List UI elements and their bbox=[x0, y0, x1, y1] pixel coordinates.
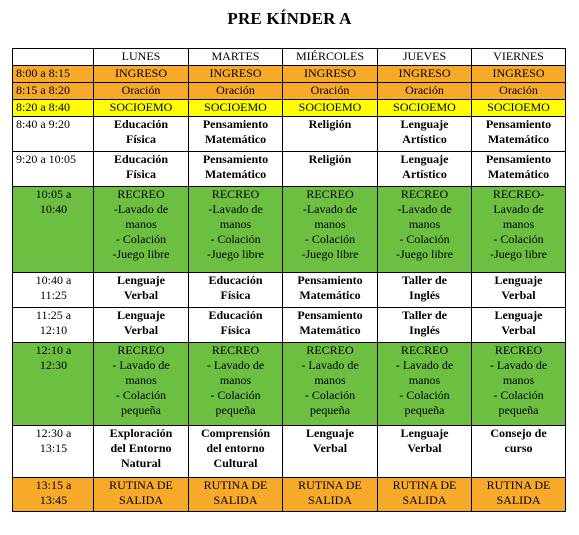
cell-line: Religión bbox=[308, 152, 352, 166]
cell-line: 11:25 a bbox=[35, 308, 72, 322]
activity-cell bbox=[472, 83, 566, 100]
cell-line: Artístico bbox=[402, 132, 447, 146]
cell-line: Religión bbox=[308, 117, 352, 131]
cell-line: - Lavado de bbox=[206, 358, 265, 372]
cell-line: INGRESO bbox=[492, 66, 545, 80]
cell-line: Exploración bbox=[109, 426, 173, 440]
cell-line: Pensamiento bbox=[202, 152, 269, 166]
cell-line: Taller de bbox=[401, 308, 447, 322]
cell-line: - Colación bbox=[399, 232, 450, 246]
activity-cell bbox=[189, 152, 283, 187]
activity-cell bbox=[189, 343, 283, 426]
cell-line: - Colación bbox=[210, 388, 261, 402]
activity-cell bbox=[378, 273, 472, 308]
activity-cell bbox=[94, 117, 189, 152]
activity-cell bbox=[189, 100, 283, 117]
time-slot bbox=[13, 117, 94, 152]
activity-cell bbox=[94, 100, 189, 117]
schedule-row bbox=[13, 187, 566, 273]
activity-cell bbox=[378, 343, 472, 426]
cell-line: Matemático bbox=[487, 132, 550, 146]
cell-line: Matemático bbox=[299, 288, 361, 302]
corner-cell bbox=[13, 49, 94, 66]
schedule-row bbox=[13, 117, 566, 152]
cell-line: Física bbox=[126, 132, 156, 146]
cell-line: RECREO bbox=[494, 343, 543, 357]
activity-cell bbox=[94, 152, 189, 187]
activity-cell bbox=[189, 478, 283, 512]
cell-line: RECREO bbox=[306, 343, 354, 357]
cell-line: Inglés bbox=[409, 323, 440, 337]
activity-cell bbox=[189, 83, 283, 100]
cell-line: Educación bbox=[208, 308, 263, 322]
activity-cell bbox=[378, 117, 472, 152]
cell-line: Consejo de bbox=[490, 426, 547, 440]
cell-line: Lenguaje bbox=[117, 308, 165, 322]
activity-cell bbox=[472, 273, 566, 308]
cell-line: pequeña bbox=[310, 403, 350, 417]
cell-line: Verbal bbox=[123, 323, 159, 337]
cell-line: Lenguaje bbox=[494, 308, 543, 322]
cell-line: RUTINA DE bbox=[298, 478, 362, 492]
activity-cell bbox=[472, 426, 566, 478]
time-slot bbox=[13, 308, 94, 343]
cell-line: pequeña bbox=[404, 403, 445, 417]
cell-line: Educación bbox=[113, 117, 168, 131]
activity-cell bbox=[189, 66, 283, 83]
cell-line: 10:40 bbox=[39, 202, 68, 216]
activity-cell bbox=[378, 308, 472, 343]
schedule-row bbox=[13, 478, 566, 512]
activity-cell bbox=[94, 343, 189, 426]
schedule-row bbox=[13, 100, 566, 117]
activity-cell bbox=[283, 426, 378, 478]
activity-cell bbox=[94, 478, 189, 512]
activity-cell bbox=[189, 273, 283, 308]
cell-line: RUTINA DE bbox=[203, 478, 268, 492]
cell-line: RECREO bbox=[117, 187, 165, 201]
cell-line: 12:30 a bbox=[35, 426, 72, 440]
activity-cell bbox=[472, 117, 566, 152]
cell-line: - Colación bbox=[304, 232, 356, 246]
cell-line: - Lavado de bbox=[301, 358, 359, 372]
activity-cell bbox=[283, 83, 378, 100]
schedule-row bbox=[13, 152, 566, 187]
cell-line: SALIDA bbox=[308, 493, 352, 507]
schedule-row bbox=[13, 66, 566, 83]
cell-line: Pensamiento bbox=[297, 273, 363, 287]
activity-cell bbox=[472, 343, 566, 426]
cell-line: RECREO bbox=[400, 343, 449, 357]
cell-line: Inglés bbox=[409, 288, 440, 302]
activity-cell bbox=[472, 100, 566, 117]
activity-cell bbox=[283, 152, 378, 187]
cell-line: Pensamiento bbox=[485, 117, 552, 131]
activity-cell bbox=[189, 308, 283, 343]
day-header: MARTES bbox=[189, 49, 283, 66]
cell-line: -Lavado de bbox=[397, 202, 452, 216]
cell-line: Lenguaje bbox=[494, 273, 543, 287]
schedule-row bbox=[13, 273, 566, 308]
time-slot bbox=[13, 100, 94, 117]
cell-line: SALIDA bbox=[213, 493, 258, 507]
cell-line: 12:10 bbox=[39, 323, 68, 337]
cell-line: manos bbox=[219, 217, 252, 231]
cell-line: manos bbox=[219, 373, 252, 387]
cell-line: SALIDA bbox=[402, 493, 447, 507]
cell-line: manos bbox=[408, 373, 441, 387]
activity-cell bbox=[472, 308, 566, 343]
cell-line: Lenguaje bbox=[400, 426, 449, 440]
cell-line: Verbal bbox=[312, 441, 348, 455]
activity-cell bbox=[378, 66, 472, 83]
cell-line: SALIDA bbox=[496, 493, 541, 507]
time-slot bbox=[13, 426, 94, 478]
cell-line: RECREO bbox=[306, 187, 354, 201]
activity-cell bbox=[189, 117, 283, 152]
activity-cell bbox=[472, 66, 566, 83]
cell-line: Oración bbox=[499, 83, 538, 97]
time-slot bbox=[13, 83, 94, 100]
activity-cell bbox=[94, 66, 189, 83]
cell-line: RECREO bbox=[211, 187, 260, 201]
cell-line: Matemático bbox=[487, 167, 550, 181]
schedule-row bbox=[13, 308, 566, 343]
cell-line: SOCIOEMO bbox=[204, 100, 267, 114]
cell-line: manos bbox=[502, 373, 535, 387]
activity-cell bbox=[283, 100, 378, 117]
cell-line: -Lavado de bbox=[113, 202, 169, 216]
schedule-row bbox=[13, 343, 566, 426]
cell-line: manos bbox=[125, 373, 157, 387]
activity-cell bbox=[283, 308, 378, 343]
cell-line: Matemático bbox=[204, 167, 267, 181]
cell-line: RECREO bbox=[211, 343, 260, 357]
cell-line: RUTINA DE bbox=[486, 478, 551, 492]
header-row bbox=[13, 49, 566, 66]
activity-cell bbox=[378, 152, 472, 187]
cell-line: Verbal bbox=[407, 441, 442, 455]
activity-cell bbox=[94, 187, 189, 273]
cell-line: manos bbox=[125, 217, 157, 231]
day-header: LUNES bbox=[94, 49, 189, 66]
cell-line: curso bbox=[504, 441, 533, 455]
activity-cell bbox=[378, 100, 472, 117]
cell-line: Oración bbox=[216, 83, 255, 97]
activity-cell bbox=[283, 478, 378, 512]
cell-line: 9:20 a 10:05 bbox=[16, 152, 76, 166]
cell-line: - Colación bbox=[493, 388, 544, 402]
cell-line: - Colación bbox=[304, 388, 356, 402]
cell-line: manos bbox=[314, 217, 346, 231]
activity-cell bbox=[283, 343, 378, 426]
cell-line: -Lavado de bbox=[208, 202, 263, 216]
time-slot bbox=[13, 187, 94, 273]
cell-line: manos bbox=[502, 217, 535, 231]
cell-line: SALIDA bbox=[119, 493, 163, 507]
cell-line: Taller de bbox=[401, 273, 447, 287]
activity-cell bbox=[378, 426, 472, 478]
activity-cell bbox=[94, 273, 189, 308]
activity-cell bbox=[283, 273, 378, 308]
activity-cell bbox=[94, 426, 189, 478]
activity-cell bbox=[94, 83, 189, 100]
cell-line: 8:20 a 8:40 bbox=[16, 100, 70, 114]
cell-line: 13:15 a bbox=[35, 478, 72, 492]
cell-line: Lenguaje bbox=[400, 117, 449, 131]
activity-cell bbox=[472, 152, 566, 187]
cell-line: - Colación bbox=[493, 232, 544, 246]
cell-line: -Juego libre bbox=[396, 247, 453, 261]
activity-cell bbox=[283, 117, 378, 152]
time-slot bbox=[13, 66, 94, 83]
cell-line: del entorno bbox=[206, 441, 265, 455]
activity-cell bbox=[283, 187, 378, 273]
activity-cell bbox=[94, 308, 189, 343]
cell-line: - Lavado de bbox=[489, 358, 548, 372]
cell-line: - Colación bbox=[115, 232, 167, 246]
cell-line: SOCIOEMO bbox=[393, 100, 456, 114]
cell-line: Matemático bbox=[299, 323, 361, 337]
cell-line: manos bbox=[408, 217, 441, 231]
cell-line: 8:15 a 8:20 bbox=[16, 83, 70, 97]
cell-line: 10:40 a bbox=[35, 273, 72, 287]
cell-line: pequeña bbox=[498, 403, 539, 417]
cell-line: Pensamiento bbox=[202, 117, 269, 131]
cell-line: Verbal bbox=[501, 288, 536, 302]
cell-line: -Lavado de bbox=[302, 202, 358, 216]
cell-line: RECREO bbox=[117, 343, 165, 357]
cell-line: Cultural bbox=[213, 456, 258, 470]
cell-line: - Colación bbox=[115, 388, 167, 402]
cell-line: Oración bbox=[405, 83, 444, 97]
cell-line: Pensamiento bbox=[297, 308, 363, 322]
time-slot bbox=[13, 478, 94, 512]
cell-line: -Juego libre bbox=[207, 247, 264, 261]
schedule-row bbox=[13, 83, 566, 100]
cell-line: SOCIOEMO bbox=[109, 100, 173, 114]
cell-line: Educación bbox=[208, 273, 263, 287]
activity-cell bbox=[189, 426, 283, 478]
activity-cell bbox=[378, 187, 472, 273]
time-slot bbox=[13, 343, 94, 426]
cell-line: 13:15 bbox=[39, 441, 68, 455]
page-title: PRE KÍNDER A bbox=[227, 9, 352, 28]
cell-line: RECREO bbox=[400, 187, 449, 201]
cell-line: 12:10 a bbox=[35, 343, 72, 357]
activity-cell bbox=[472, 478, 566, 512]
cell-line: pequeña bbox=[215, 403, 256, 417]
cell-line: INGRESO bbox=[209, 66, 262, 80]
activity-cell bbox=[472, 187, 566, 273]
cell-line: - Colación bbox=[399, 388, 450, 402]
day-header: VIERNES bbox=[472, 49, 566, 66]
cell-line: Verbal bbox=[501, 323, 536, 337]
cell-line: pequeña bbox=[121, 403, 161, 417]
cell-line: -Juego libre bbox=[112, 247, 170, 261]
cell-line: Física bbox=[220, 288, 251, 302]
cell-line: 8:00 a 8:15 bbox=[16, 66, 70, 80]
cell-line: Natural bbox=[121, 456, 161, 470]
schedule-row bbox=[13, 426, 566, 478]
cell-line: - Lavado de bbox=[395, 358, 454, 372]
activity-cell bbox=[283, 66, 378, 83]
cell-line: manos bbox=[314, 373, 346, 387]
cell-line: Lavado de bbox=[493, 202, 544, 216]
cell-line: Artístico bbox=[402, 167, 447, 181]
activity-cell bbox=[378, 478, 472, 512]
cell-line: - Lavado de bbox=[112, 358, 170, 372]
cell-line: INGRESO bbox=[303, 66, 356, 80]
time-slot bbox=[13, 152, 94, 187]
activity-cell bbox=[378, 83, 472, 100]
time-slot bbox=[13, 273, 94, 308]
cell-line: 8:40 a 9:20 bbox=[16, 117, 70, 131]
cell-line: 13:45 bbox=[39, 493, 68, 507]
cell-line: Física bbox=[126, 167, 156, 181]
activity-cell bbox=[189, 187, 283, 273]
cell-line: INGRESO bbox=[398, 66, 451, 80]
cell-line: Comprensión bbox=[200, 426, 271, 440]
cell-line: RUTINA DE bbox=[109, 478, 173, 492]
cell-line: del Entorno bbox=[110, 441, 172, 455]
cell-line: INGRESO bbox=[114, 66, 167, 80]
cell-line: Matemático bbox=[204, 132, 267, 146]
cell-line: 10:05 a bbox=[35, 187, 72, 201]
cell-line: - Colación bbox=[210, 232, 261, 246]
cell-line: SOCIOEMO bbox=[298, 100, 362, 114]
cell-line: Física bbox=[220, 323, 251, 337]
day-header: MIÉRCOLES bbox=[283, 49, 378, 66]
schedule-table bbox=[12, 48, 566, 512]
cell-line: Lenguaje bbox=[117, 273, 165, 287]
cell-line: Lenguaje bbox=[306, 426, 354, 440]
cell-line: Pensamiento bbox=[485, 152, 552, 166]
cell-line: Oración bbox=[310, 83, 350, 97]
cell-line: Lenguaje bbox=[400, 152, 449, 166]
cell-line: RUTINA DE bbox=[392, 478, 457, 492]
cell-line: Verbal bbox=[123, 288, 159, 302]
cell-line: 12:30 bbox=[39, 358, 68, 372]
cell-line: -Juego libre bbox=[301, 247, 359, 261]
cell-line: -Juego libre bbox=[490, 247, 547, 261]
cell-line: SOCIOEMO bbox=[487, 100, 550, 114]
cell-line: Oración bbox=[121, 83, 161, 97]
cell-line: Educación bbox=[113, 152, 168, 166]
cell-line: RECREO- bbox=[492, 187, 545, 201]
cell-line: 11:25 bbox=[40, 288, 67, 302]
day-header: JUEVES bbox=[378, 49, 472, 66]
